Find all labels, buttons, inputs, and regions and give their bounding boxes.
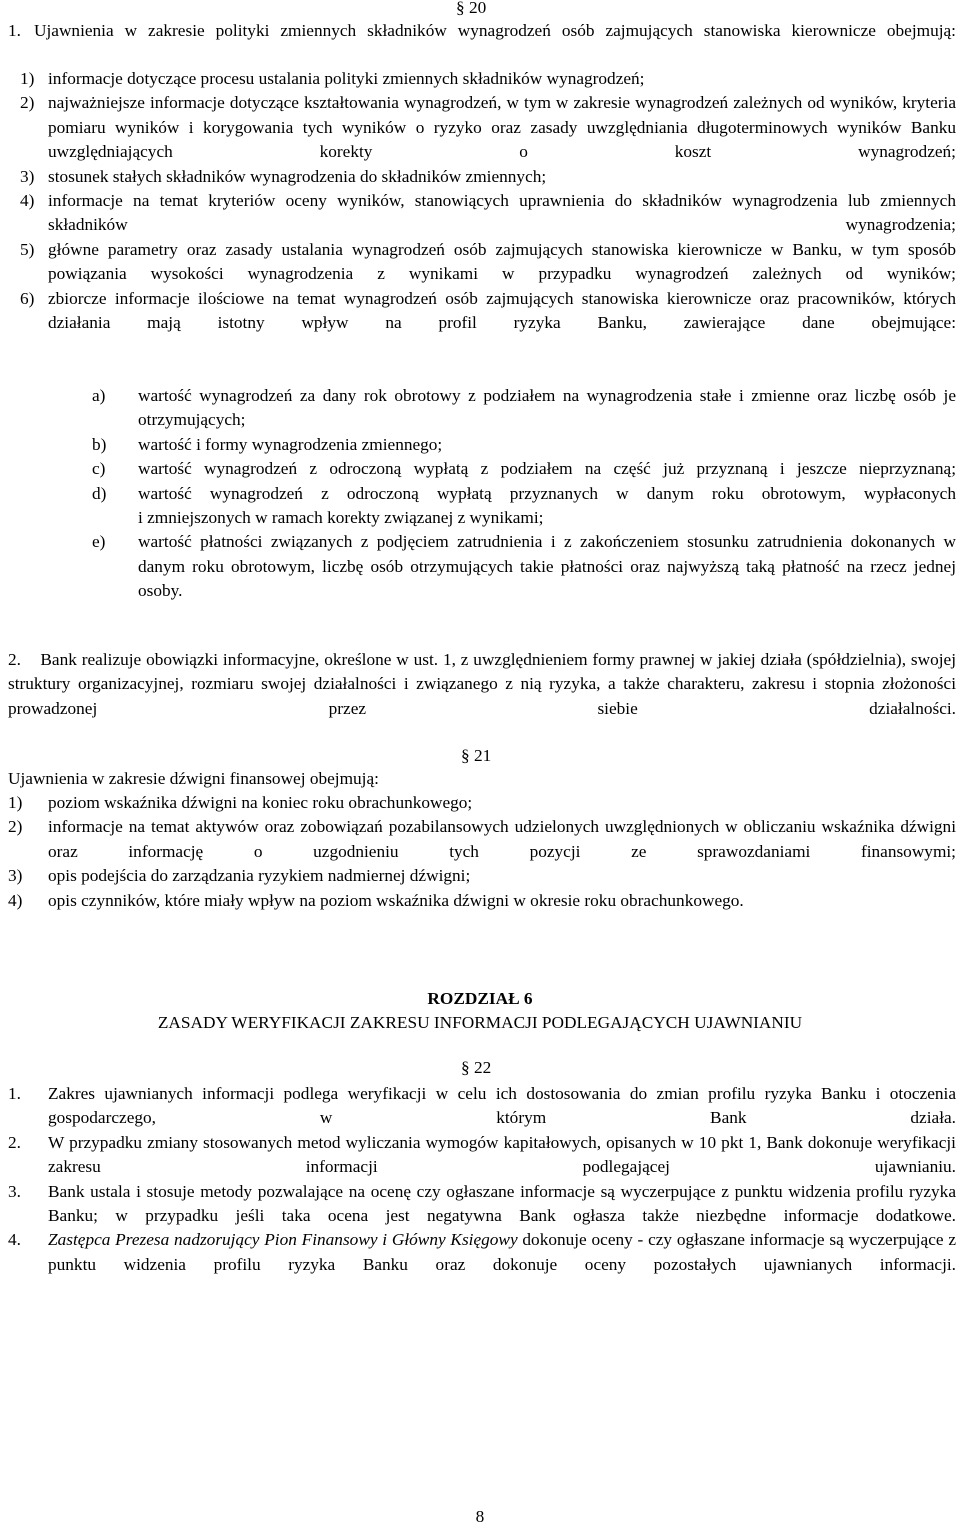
list-item: 6) zbiorcze informacje ilościowe na temat wynagrodzeń osób zajmujących stanowiska kierownicze oraz pracowników, których działania mają istotny wpływ na profil ryzyka Banku, zawierające dane obejmujące:: [20, 288, 956, 333]
list-item: 2) informacje na temat aktywów oraz zobowiązań pozabilansowych udzielonych uwzględnionych w obliczaniu wskaźnika dźwigni oraz informację o uzgodnieniu tych pozycji ze sprawozdaniami finansowymi;: [8, 817, 956, 861]
list-item: 4. Zastępca Prezesa nadzorujący Pion Finansowy i Główny Księgowy dokonuje oceny - czy ogłaszane informacje są wyczerpujące z punktu widzenia profilu ryzyka Banku oraz dokonuje oceny pozostałych ujawnianych informacji.: [8, 1230, 956, 1274]
list-item: 3. Bank ustala i stosuje metody pozwalające na ocenę czy ogłaszane informacje są wyczerpujące z punktu widzenia profilu ryzyka Banku; w przypadku jeśli taka ocena jest negatywna Bank ogłasza także niezbędne informacje dodatkowe.: [8, 1181, 956, 1226]
list-item: c) wartość wynagrodzeń z odroczoną wypłatą z podziałem na część już przyznaną i jeszcze nieprzyznaną;: [92, 459, 956, 479]
list-item: d) wartość wynagrodzeń z odroczoną wypłatą przyznanych w danym roku obrotowym, wypłaconych: [92, 483, 956, 503]
list-item: e) wartość płatności związanych z podjęciem zatrudnienia i z zakończeniem stosunku zatrudnienia dokonanych w danym roku obrotowym, liczbę osób otrzymujących takie płatności oraz najwyższą taką płatność na rzecz jednej osoby.: [92, 532, 956, 601]
list-item: 1. Zakres ujawnianych informacji podlega weryfikacji w celu ich dostosowania do zmian profilu ryzyka Banku i otoczenia gospodarczego, w którym Bank działa.: [8, 1084, 956, 1128]
chapter-label: ROZDZIAŁ 6: [427, 989, 533, 1008]
section-22-heading: § 22: [461, 1058, 492, 1077]
paragraph-number: 1.: [8, 21, 21, 40]
section-21-item-list: [8, 791, 956, 913]
section-20-item-list: [8, 67, 956, 335]
page-number: 8: [475, 1507, 485, 1526]
paragraph-number: 2.: [8, 650, 21, 669]
list-item-continuation: i zmniejszonych w ramach korekty związanej z wynikami;: [138, 508, 544, 528]
paragraph-1-intro: Ujawnienia w zakresie polityki zmiennych składników wynagrodzeń osób zajmujących stanowiska kierownicze obejmują:: [34, 21, 956, 40]
section-21-intro: Ujawnienia w zakresie dźwigni finansowej obejmują:: [8, 769, 379, 788]
section-sign: §: [461, 1058, 474, 1077]
section-20-paragraph-1: [8, 19, 956, 43]
chapter-title: ZASADY WERYFIKACJI ZAKRESU INFORMACJI PODLEGAJĄCYCH UJAWNIANIU: [157, 1013, 803, 1032]
section-22-item-list: [8, 1082, 956, 1277]
list-item: b) wartość i formy wynagrodzenia zmiennego;: [92, 434, 443, 454]
list-item: 4) opis czynników, które miały wpływ na poziom wskaźnika dźwigni w okresie roku obrachunkowego.: [8, 890, 744, 910]
list-item: a) wartość wynagrodzeń za dany rok obrotowy z podziałem na wynagrodzenia stałe i zmienne oraz liczbę osób je otrzymujących;: [92, 386, 956, 430]
list-item: 5) główne parametry oraz zasady ustalania wynagrodzeń osób zajmujących stanowiska kierownicze w Banku, w tym sposób powiązania wysokości wynagrodzenia z wynikami w przypadku wynagrodzeń zależnych od wyników;: [20, 239, 956, 284]
list-item: 4) informacje na temat kryteriów oceny wyników, stanowiących uprawnienia do składników wynagrodzenia lub zmiennych składników wynagrodzenia;: [20, 191, 956, 235]
section-sign: §: [461, 746, 474, 765]
section-21-heading: § 21: [461, 746, 492, 765]
list-item: 3) stosunek stałych składników wynagrodzenia do składników zmiennych;: [20, 166, 547, 186]
section-20-subitem-list: [92, 384, 956, 604]
section-20-heading: § 20: [456, 0, 487, 17]
list-item: 2. W przypadku zmiany stosowanych metod wyliczania wymogów kapitałowych, opisanych w 10 pkt 1, Bank dokonuje weryfikacji zakresu informacji podlegającej ujawnianiu.: [8, 1132, 956, 1177]
section-20-paragraph-2: 2. Bank realizuje obowiązki informacyjne, określone w ust. 1, z uwzględnieniem formy prawnej w jakiej działa (spółdzielnia), swojej struktury organizacyjnej, rozmiaru swojej działalności i związanego z nią ryzyka, a także charakteru, zakresu i stopnia złożoności prowadzonej przez siebie działalności.: [8, 650, 956, 718]
section-sign: §: [456, 0, 469, 17]
list-item: 3) opis podejścia do zarządzania ryzykiem nadmiernej dźwigni;: [8, 866, 471, 886]
list-item: 2) najważniejsze informacje dotyczące kształtowania wynagrodzeń, w tym w zakresie wynagrodzeń zależnych od wyników, kryteria pomiaru wyników i korygowania tych wyników o ryzyko oraz zasady uwzględniania długoterminowych wyników Banku uwzględniających korekty o koszt wynagrodzeń;: [20, 93, 956, 162]
list-item: 1) informacje dotyczące procesu ustalania polityki zmiennych składników wynagrodzeń;: [20, 69, 645, 88]
list-item: 1) poziom wskaźnika dźwigni na koniec roku obrachunkowego;: [8, 793, 473, 812]
